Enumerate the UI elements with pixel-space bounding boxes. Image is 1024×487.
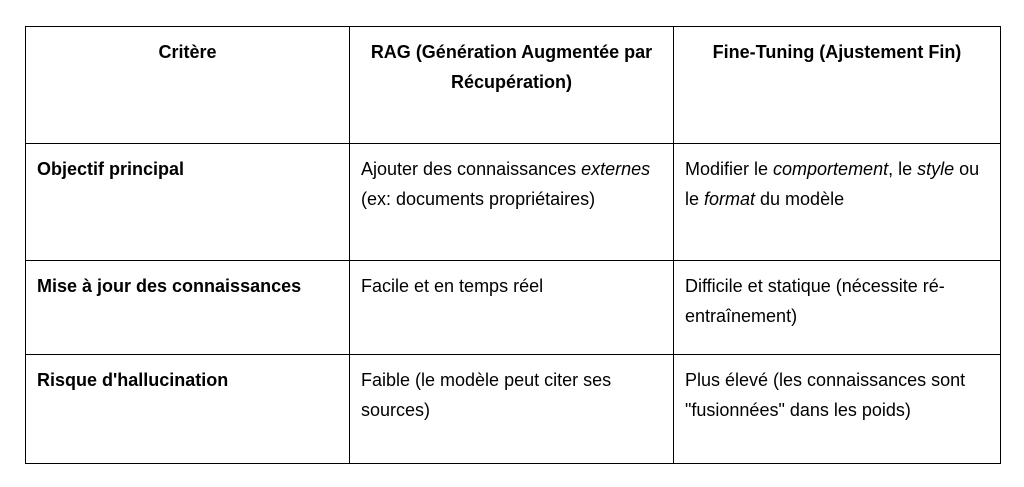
text: (ex: documents propriétaires): [361, 189, 596, 209]
rag-cell: Faible (le modèle peut citer ses sources): [350, 355, 674, 464]
criterion-cell: Risque d'hallucination: [26, 355, 350, 464]
table-row: [26, 355, 1001, 464]
header-fine-tuning: Fine-Tuning (Ajustement Fin): [674, 27, 1001, 144]
table-row: [26, 261, 1001, 355]
text: Modifier le: [685, 159, 774, 179]
rag-cell: Facile et en temps réel: [350, 261, 674, 355]
rag-cell: [350, 144, 674, 261]
text-italic: comportement: [773, 159, 889, 179]
header-criterion: Critère: [26, 27, 350, 144]
text-italic: externes: [581, 159, 651, 179]
table-row: [26, 144, 1001, 261]
text: du modèle: [755, 189, 845, 209]
fine-tuning-cell: Difficile et statique (nécessite ré-entraînement): [674, 261, 1001, 355]
header-row: [26, 27, 1001, 144]
fine-tuning-cell: [674, 144, 1001, 261]
text-italic: format: [704, 189, 756, 209]
fine-tuning-cell: Plus élevé (les connaissances sont "fusionnées" dans les poids): [674, 355, 1001, 464]
text: Ajouter des connaissances: [361, 159, 582, 179]
comparison-table: [25, 26, 1001, 464]
text: ou le: [685, 159, 980, 209]
header-rag: RAG (Génération Augmentée par Récupération): [350, 27, 674, 144]
criterion-cell: Objectif principal: [26, 144, 350, 261]
criterion-cell: Mise à jour des connaissances: [26, 261, 350, 355]
text-italic: style: [917, 159, 955, 179]
text: , le: [888, 159, 918, 179]
